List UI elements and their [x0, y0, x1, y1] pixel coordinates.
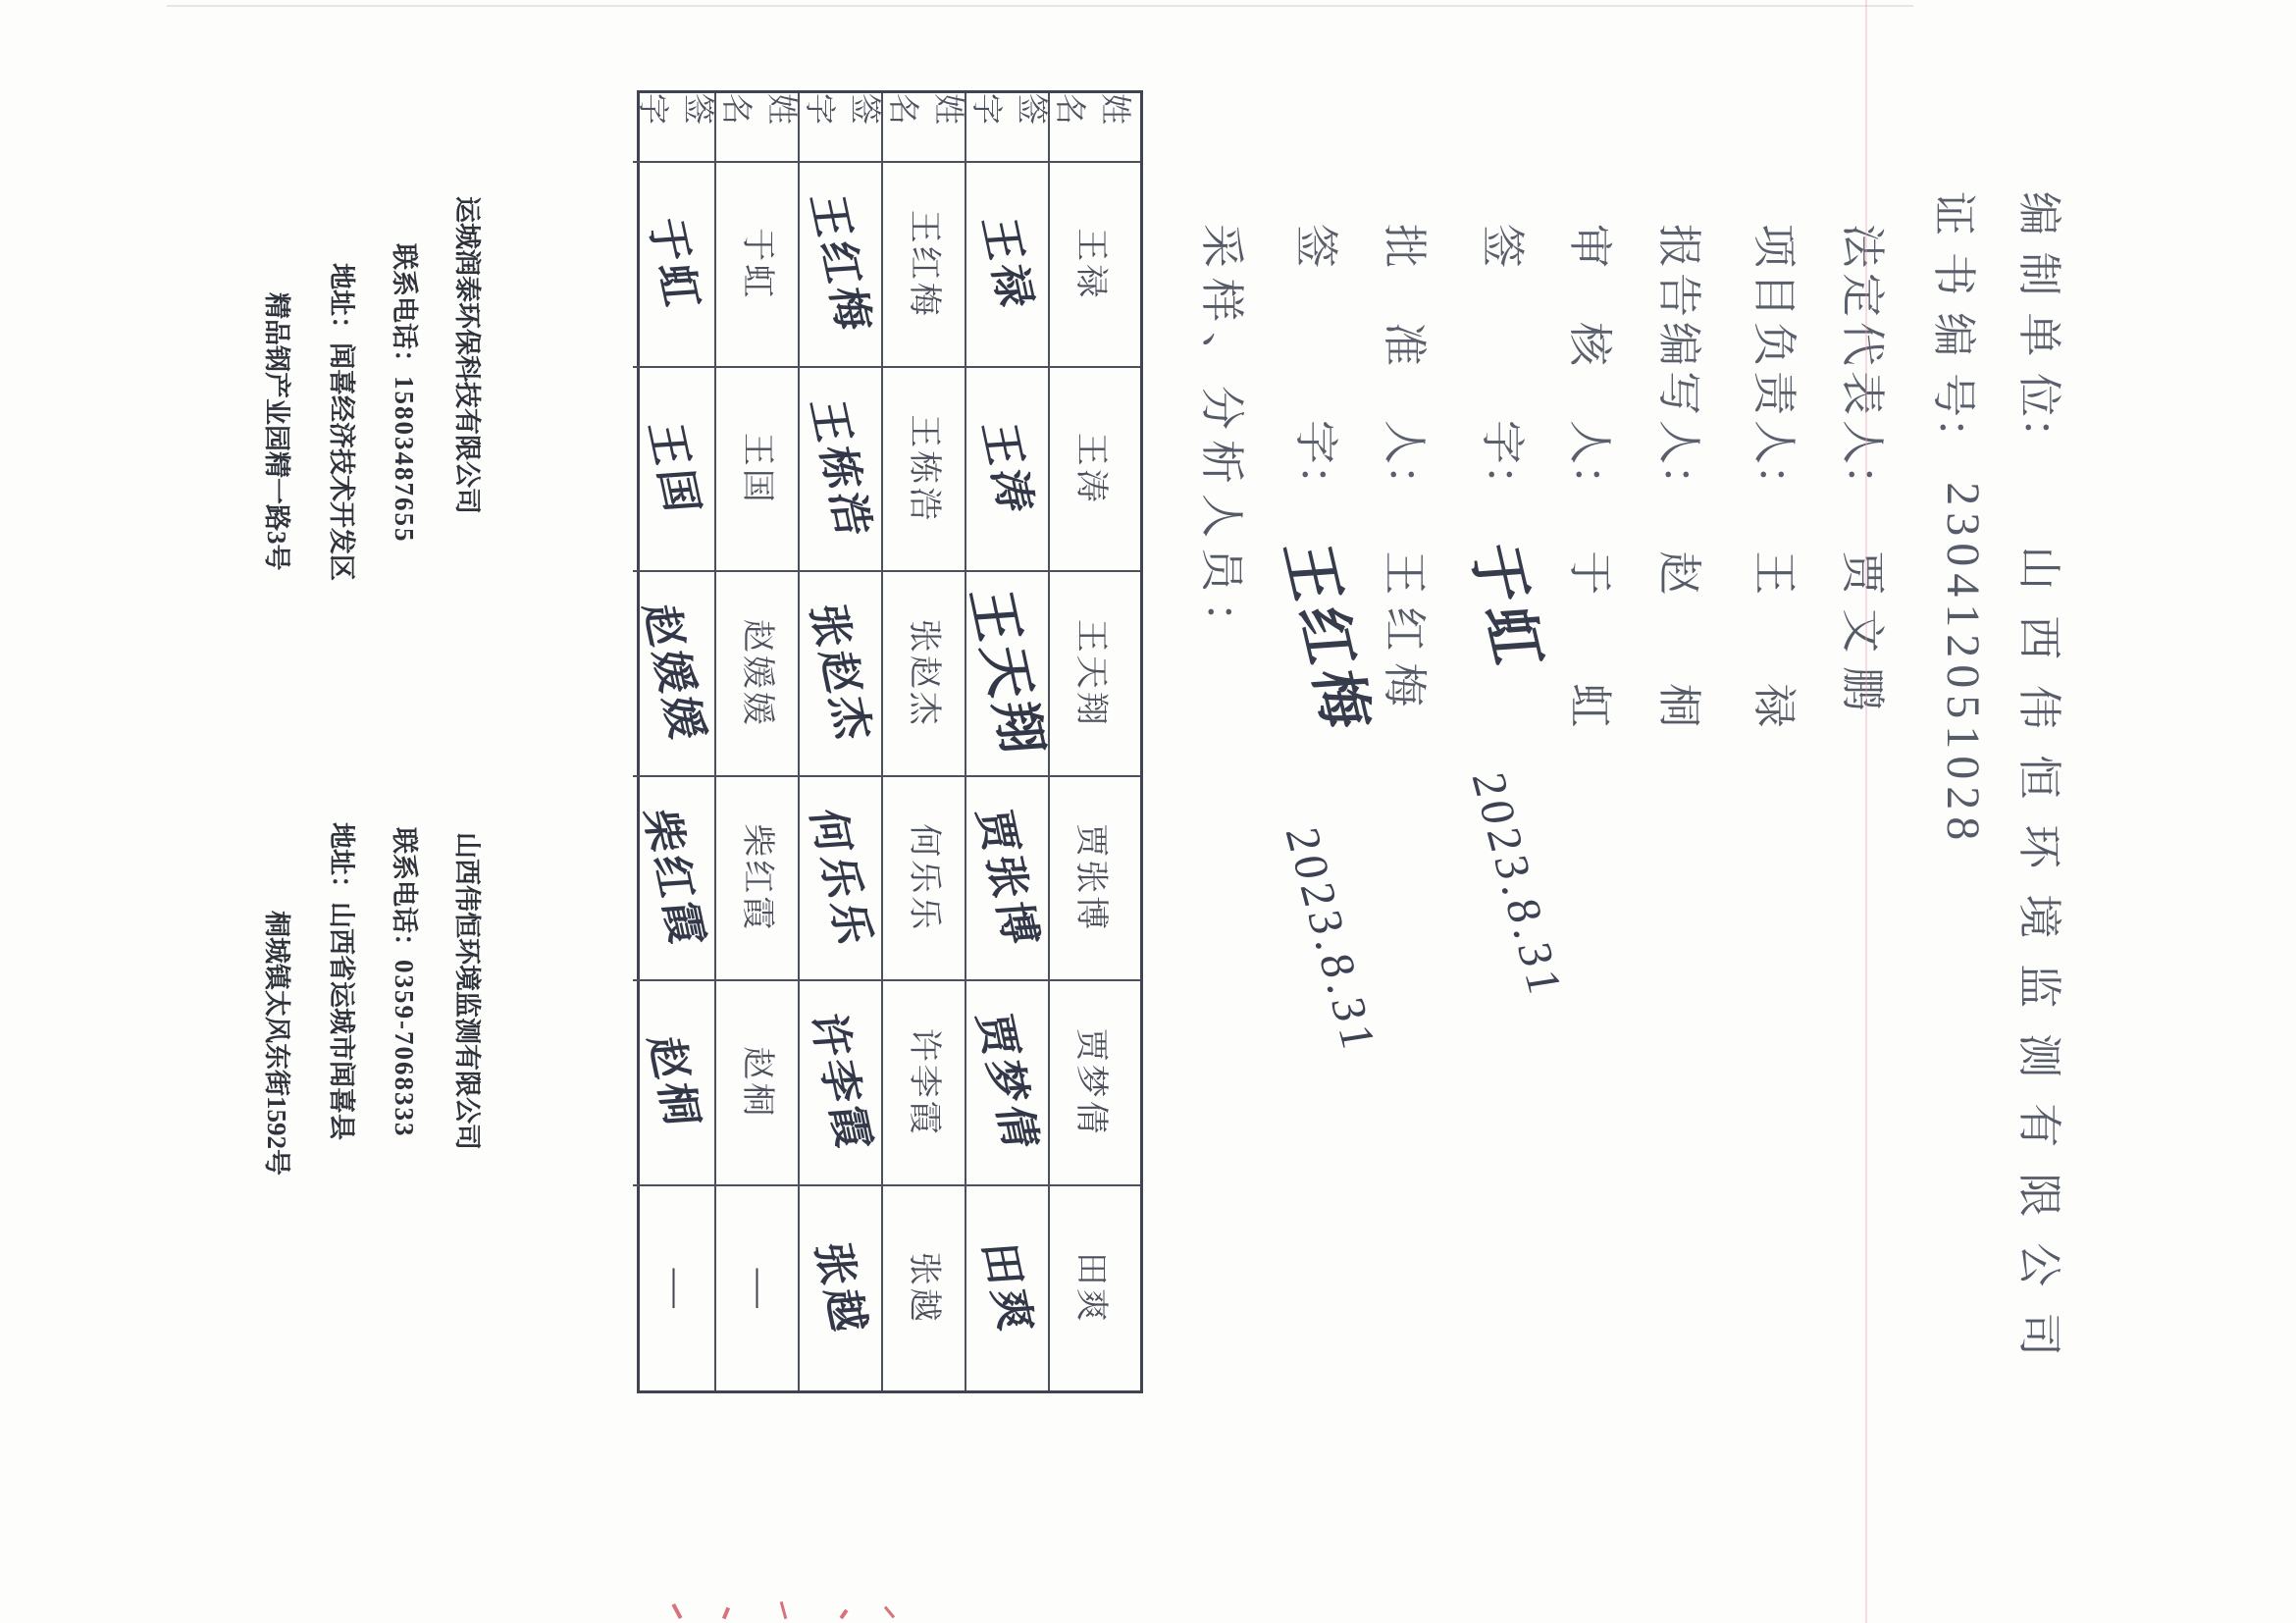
address-value: 山西省运城市闻喜县: [327, 902, 356, 1140]
compiling-unit-label: 编制单位: [2014, 191, 2063, 417]
scan-edge-artifact: [167, 5, 1913, 7]
company-right-address: [325, 822, 363, 1140]
approver-value: 王红梅: [1380, 550, 1429, 719]
line-approver: 批准人： 王红梅: [1377, 224, 1440, 718]
personnel-signature-cell: 王天翔: [965, 572, 1057, 777]
personnel-signature-cell: 贾梦倩: [965, 981, 1057, 1186]
row-header-cell: 姓 名: [1048, 93, 1140, 163]
line-project-leader: 项目负责人： 王 禄: [1747, 224, 1810, 727]
red-scan-mark: [722, 1607, 730, 1620]
approver-signature-date: 2023.8.31: [1275, 823, 1387, 1057]
reviewer-handwritten-signature: 于虹: [1458, 542, 1553, 673]
row-header-cell: 签 字: [633, 93, 723, 163]
row-header-cell: 姓 名: [881, 93, 973, 163]
company-left-name: 运城润泰环保科技有限公司: [452, 196, 482, 514]
line-compiling-unit: 编制单位： 山西伟恒环境监测有限公司: [2011, 191, 2075, 1382]
address-value: 闻喜经济技术开发区: [327, 342, 356, 581]
personnel-name-cell-empty: —: [714, 1186, 807, 1391]
personnel-signature-cell: 许李霞: [798, 981, 890, 1186]
personnel-name-cell: 柴红霞: [714, 777, 807, 982]
line-reviewer: 审核人： 于 虹: [1562, 224, 1626, 727]
personnel-name-cell: 赵桐: [714, 981, 807, 1186]
signature-label: 签字: [1291, 224, 1340, 464]
reviewer-value: 于 虹: [1565, 550, 1614, 728]
personnel-name-cell: 王涛: [1048, 368, 1140, 573]
personnel-signature-cell: 何乐乐: [798, 777, 890, 982]
company-left-phone: [388, 243, 426, 544]
personnel-signature-cell: 王栋浩: [798, 368, 890, 573]
table-row-signature-1: [960, 93, 1057, 1390]
report-writer-label: 报告编写人: [1654, 224, 1703, 464]
phone-number: 0359-7068333: [390, 960, 419, 1138]
personnel-signature-cell: 柴红霞: [633, 777, 723, 982]
line-report-writer: 报告编写人： 赵 桐: [1651, 224, 1715, 727]
row-header-cell: 签 字: [965, 93, 1057, 163]
signature-label: 签字: [1478, 224, 1527, 464]
phone-label: 联系电话：: [390, 243, 419, 376]
compiling-unit-value: 山西伟恒环境监测有限公司: [2014, 546, 2063, 1383]
reviewer-label: 审核人: [1565, 224, 1614, 464]
personnel-name-cell: 王国: [714, 368, 807, 573]
personnel-name-cell: 张赵杰: [881, 572, 973, 777]
row-header-cell: 签 字: [798, 93, 890, 163]
personnel-signature-cell: 田爽: [965, 1186, 1057, 1391]
personnel-name-cell: 贾梦倩: [1048, 981, 1140, 1186]
personnel-signature-cell: 王禄: [965, 163, 1057, 368]
personnel-table: [634, 90, 1143, 1393]
personnel-name-cell: 王红梅: [881, 163, 973, 368]
personnel-name-cell: 王天翔: [1048, 572, 1140, 777]
row-header-cell: 姓 名: [714, 93, 807, 163]
line-reviewer-signature: 签字： 于虹 2023.8.31: [1454, 224, 1539, 1006]
red-scan-mark: [884, 1606, 895, 1619]
project-leader-value: 王 禄: [1749, 550, 1799, 728]
personnel-signature-cell: 王国: [633, 368, 723, 573]
table-row-name-3: [719, 93, 807, 1390]
personnel-name-cell: 王栋浩: [881, 368, 973, 573]
approver-handwritten-signature: 王红梅: [1272, 542, 1382, 736]
report-writer-value: 赵 桐: [1654, 550, 1703, 728]
personnel-signature-cell: 王涛: [965, 368, 1057, 573]
company-right-phone: [388, 827, 426, 1138]
personnel-name-cell: 张越: [881, 1186, 973, 1391]
personnel-name-cell: 田爽: [1048, 1186, 1140, 1391]
personnel-signature-cell: 赵桐: [633, 981, 723, 1186]
project-leader-label: 项目负责人: [1749, 224, 1799, 464]
personnel-signature-cell: 赵媛媛: [633, 572, 723, 777]
sampling-analysts-title: 采样、分析人员：: [1197, 224, 1246, 656]
approver-label: 批准人: [1380, 224, 1429, 464]
red-scan-mark: [671, 1603, 682, 1619]
legal-representative-label: 法定代表人: [1838, 224, 1887, 464]
company-left-address-line2: 精品钢产业园精一路3号: [262, 292, 291, 571]
line-legal-representative: 法定代表人： 贾文鹏: [1835, 224, 1899, 724]
personnel-signature-cell: 张赵杰: [798, 572, 890, 777]
line-certificate-number: 证书编号： 230412051028: [1926, 191, 1990, 847]
address-label: 地址：: [327, 822, 356, 902]
line-approver-signature: 签字： 王红梅 2023.8.31: [1268, 224, 1352, 1061]
personnel-signature-cell: 贾张博: [965, 777, 1057, 982]
personnel-name-cell: 贾张博: [1048, 777, 1140, 982]
legal-representative-value: 贾文鹏: [1838, 550, 1887, 725]
company-left-address: [325, 263, 363, 581]
red-scan-mark: [839, 1609, 848, 1619]
personnel-name-cell: 赵媛媛: [714, 572, 807, 777]
phone-number: 15803487655: [390, 376, 419, 544]
table-row-name-2: [886, 93, 973, 1390]
table-row-name-1: [1053, 93, 1140, 1390]
company-right-name: 山西伟恒环境监测有限公司: [452, 832, 482, 1150]
certificate-number-value: 230412051028: [1937, 482, 1989, 848]
red-scan-mark: [780, 1601, 788, 1619]
certificate-number-label: 证书编号: [1929, 191, 1978, 417]
table-row-signature-3: [634, 93, 723, 1390]
personnel-signature-cell: 于虹: [633, 163, 723, 368]
personnel-name-cell: 王禄: [1048, 163, 1140, 368]
personnel-name-cell: 许李霞: [881, 981, 973, 1186]
personnel-signature-cell: 王红梅: [798, 163, 890, 368]
phone-label: 联系电话：: [390, 827, 419, 960]
company-right-address-line2: 桐城镇太风东街1592号: [262, 911, 291, 1176]
personnel-signature-cell: 张越: [798, 1186, 890, 1391]
personnel-name-cell: 于虹: [714, 163, 807, 368]
scan-pink-line-artifact: [1865, 0, 1867, 1623]
personnel-signature-cell-empty: —: [655, 1268, 701, 1308]
personnel-name-cell: 何乐乐: [881, 777, 973, 982]
address-label: 地址：: [327, 263, 356, 342]
table-row-signature-2: [801, 93, 890, 1390]
reviewer-signature-date: 2023.8.31: [1461, 768, 1574, 1002]
